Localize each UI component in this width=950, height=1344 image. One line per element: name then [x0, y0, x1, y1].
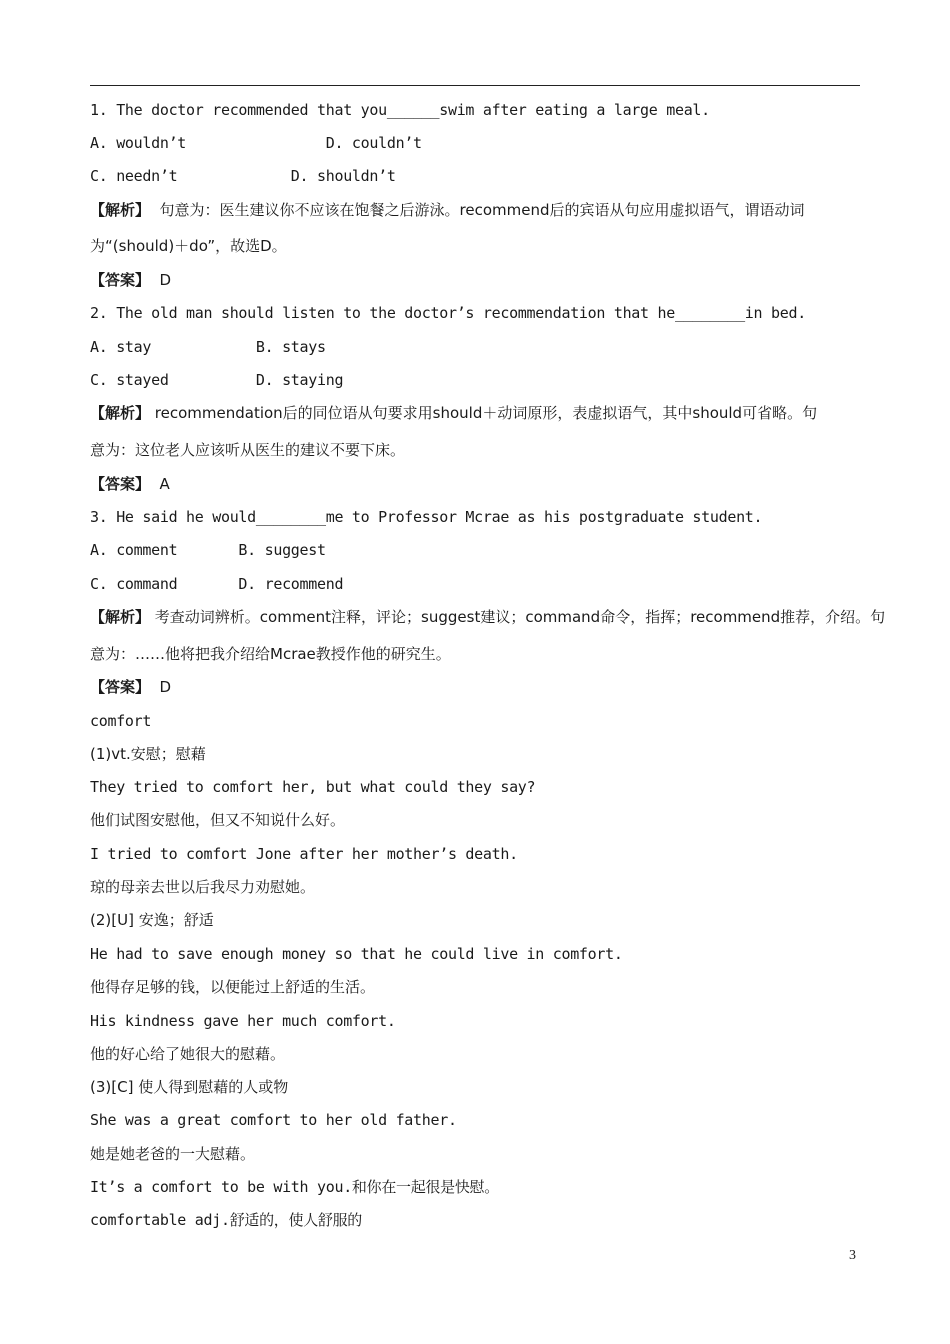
vocab-headword: comfort — [90, 712, 152, 730]
section-marker: 【解析】 — [90, 608, 151, 626]
section-marker: 【答案】 — [90, 475, 151, 493]
question-3-analysis-cont: 意为：……他将把我介绍给Mcrae教授作他的研究生。 — [90, 645, 451, 663]
section-marker: 【答案】 — [90, 271, 151, 289]
question-2-options-ab: A. stay B. stays — [90, 338, 326, 356]
question-3-options-ab: A. comment B. suggest — [90, 541, 326, 559]
example-5-en: She was a great comfort to her old father. — [90, 1111, 457, 1129]
question-3: 3. He said he would________me to Professor Mcrae as his postgraduate student. — [90, 508, 763, 526]
example-1-en: They tried to comfort her, but what could they say? — [90, 778, 536, 796]
example-2-en: I tried to comfort Jone after her mother’s death. — [90, 845, 518, 863]
example-5-zh: 她是她老爸的一大慰藉。 — [90, 1145, 256, 1163]
example-4-zh: 他的好心给了她很大的慰藉。 — [90, 1045, 286, 1063]
section-marker: 【解析】 — [90, 201, 151, 219]
question-1-analysis-cont: 为“(should)＋do”，故选D。 — [90, 237, 287, 255]
example-4-en: His kindness gave her much comfort. — [90, 1012, 396, 1030]
sense-1: (1)vt.安慰；慰藉 — [90, 745, 206, 763]
question-1-options-cd: C. needn’t D. shouldn’t — [90, 167, 396, 185]
example-3-en: He had to save enough money so that he could live in comfort. — [90, 945, 623, 963]
question-1-analysis: 【解析】 句意为：医生建议你不应该在饱餐之后游泳。recommend后的宾语从句应用虚拟语气，谓语动词 — [90, 201, 805, 219]
question-2-analysis-cont: 意为：这位老人应该听从医生的建议不要下床。 — [90, 441, 406, 459]
question-3-analysis: 【解析】 考查动词辨析。comment注释，评论；suggest建议；command命令，指挥；recommend推荐，介绍。句 — [90, 608, 886, 626]
question-2-answer: 【答案】 A — [90, 475, 170, 493]
question-2-options-cd: C. stayed D. staying — [90, 371, 344, 389]
sense-2: (2)[U] 安逸；舒适 — [90, 911, 214, 929]
question-2: 2. The old man should listen to the doctor’s recommendation that he________in bed. — [90, 304, 806, 322]
header-rule — [90, 85, 860, 86]
example-3-zh: 他得存足够的钱，以便能过上舒适的生活。 — [90, 978, 376, 996]
question-2-analysis: 【解析】 recommendation后的同位语从句要求用should＋动词原形，表虚拟语气，其中should可省略。句 — [90, 404, 818, 422]
derived-word: comfortable adj.舒适的，使人舒服的 — [90, 1211, 362, 1229]
example-1-zh: 他们试图安慰他，但又不知说什么好。 — [90, 811, 346, 829]
sense-3: (3)[C] 使人得到慰藉的人或物 — [90, 1078, 289, 1096]
example-6: It’s a comfort to be with you.和你在一起很是快慰。 — [90, 1178, 499, 1196]
question-1-answer: 【答案】 D — [90, 271, 172, 289]
question-1-options-ab: A. wouldn’t D. couldn’t — [90, 134, 422, 152]
example-2-zh: 琼的母亲去世以后我尽力劝慰她。 — [90, 878, 316, 896]
section-marker: 【答案】 — [90, 678, 151, 696]
question-1: 1. The doctor recommended that you______swim after eating a large meal. — [90, 101, 710, 119]
page-number: 3 — [849, 1248, 856, 1263]
section-marker: 【解析】 — [90, 404, 151, 422]
question-3-options-cd: C. command D. recommend — [90, 575, 344, 593]
question-3-answer: 【答案】 D — [90, 678, 172, 696]
